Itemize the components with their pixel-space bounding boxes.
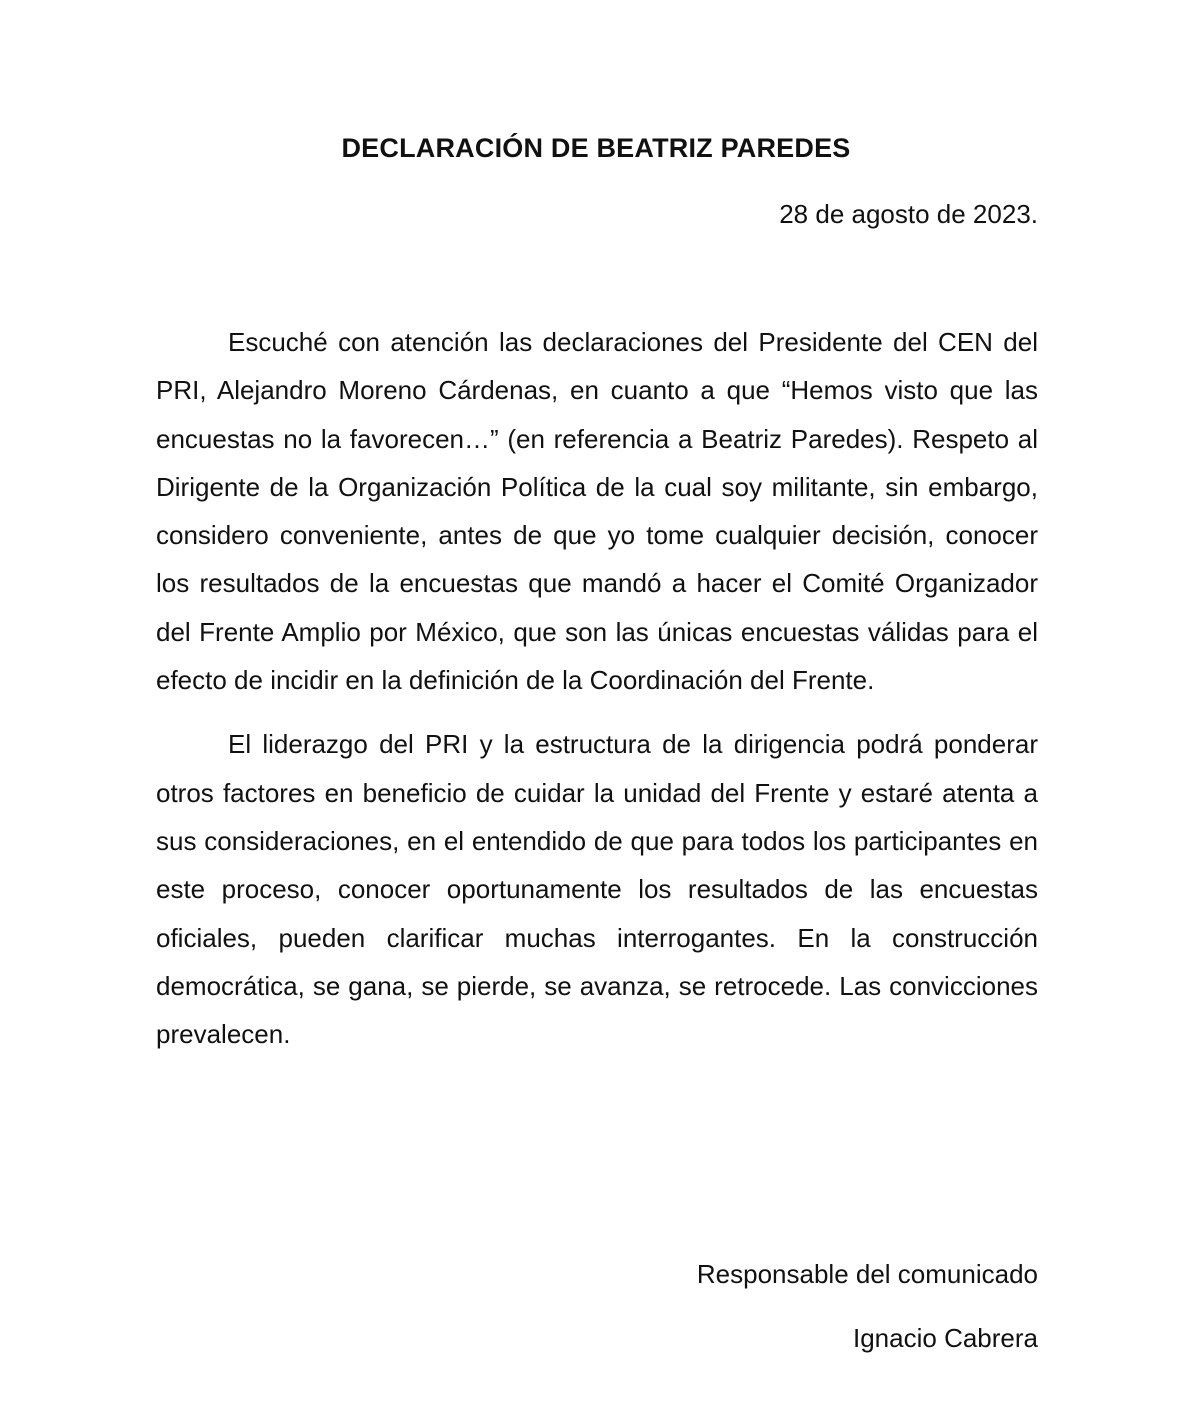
document-date: 28 de agosto de 2023.: [779, 199, 1038, 229]
signature-name: Ignacio Cabrera: [853, 1323, 1038, 1353]
document-title: DECLARACIÓN DE BEATRIZ PAREDES: [341, 133, 851, 163]
document-body: [156, 318, 1038, 1058]
paragraph-2: El liderazgo del PRI y la estructura de la dirigencia podrá ponderar otros factores en beneficio de cuidar la unidad del Frente y estaré atenta a sus consideraciones, en el entendido de que para todos los participantes en este proceso, conocer oportunamente los resultados de las encuestas oficiales, pueden clarificar muchas interrogantes. En la construcción democrática, se gana, se pierde, se avanza, se retrocede. Las convicciones prevalecen.: [156, 729, 1038, 1050]
signature-role: Responsable del comunicado: [696, 1259, 1038, 1289]
paragraph-1: Escuché con atención las declaraciones del Presidente del CEN del PRI, Alejandro Moreno Cárdenas, en cuanto a que “Hemos visto que las encuestas no la favorecen…” (en referencia a Beatriz Paredes). Respeto al Dirigente de la Organización Política de la cual soy militante, sin embargo, considero conveniente, antes de que yo tome cualquier decisión, conocer los resultados de la encuestas que mandó a hacer el Comité Organizador del Frente Amplio por México, que son las únicas encuestas válidas para el efecto de incidir en la definición de la Coordinación del Frente.: [156, 327, 1038, 696]
